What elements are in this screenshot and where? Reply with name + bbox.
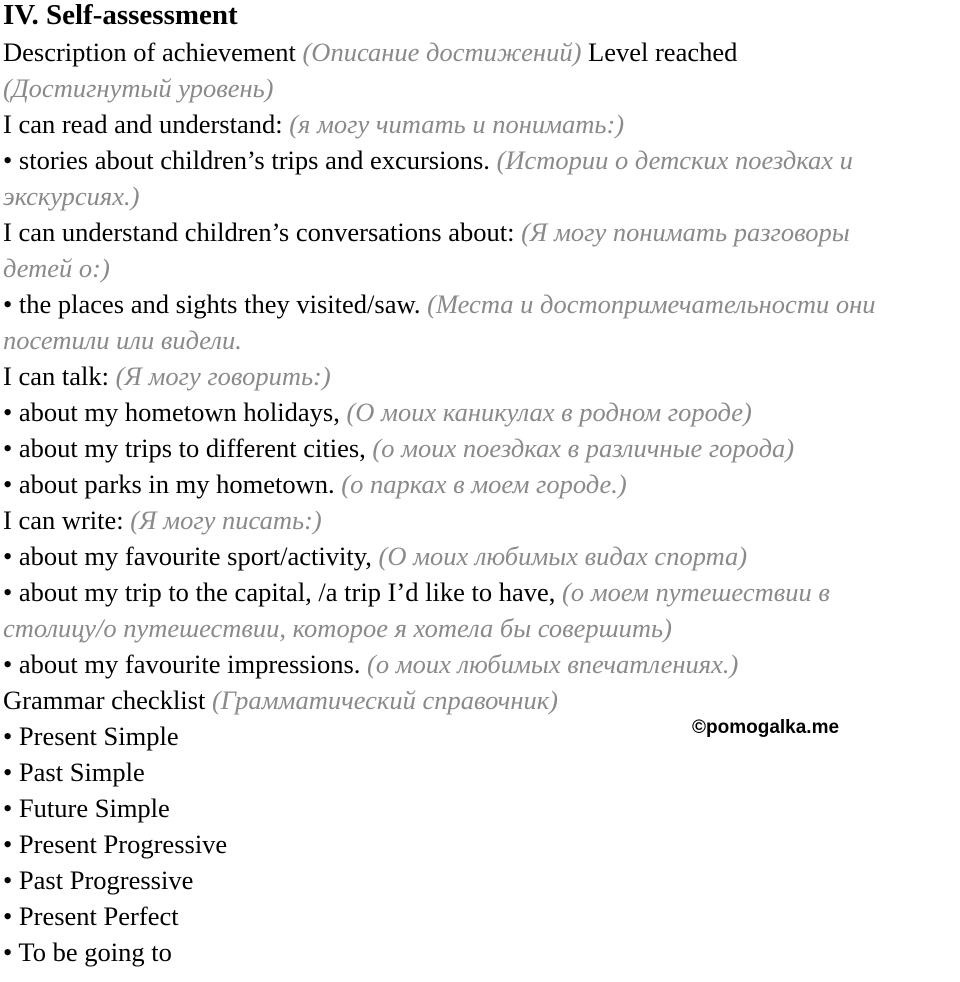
list-item-impressions [3, 646, 958, 682]
english-text: I can talk: [3, 361, 116, 391]
line-read-understand [3, 106, 958, 142]
line-continuation [3, 322, 958, 358]
section-title: IV. Self-assessment [3, 0, 238, 31]
russian-translation: посетили или видели. [3, 325, 242, 355]
grammar-item-present-perfect: • Present Perfect [3, 901, 179, 931]
russian-translation: (О моих каникулах в родном городе) [346, 397, 752, 427]
line-understand-conversations [3, 214, 958, 250]
english-text: I can read and understand: [3, 109, 290, 139]
line-grammar-checklist [3, 682, 958, 718]
english-text: I can understand children’s conversations about: [3, 217, 522, 247]
english-text: • the places and sights they visited/saw. [3, 289, 428, 319]
english-text: Level reached [581, 37, 738, 67]
document-page [3, 0, 958, 970]
russian-translation: (О моих любимых видах спорта) [378, 541, 748, 571]
line-level-translation [3, 70, 958, 106]
russian-translation: (Я могу писать:) [130, 505, 322, 535]
russian-translation: (Грамматический справочник) [211, 685, 558, 715]
english-text: • about my hometown holidays, [3, 397, 347, 427]
russian-translation: (о моих любимых впечатлениях.) [367, 649, 739, 679]
english-text: Grammar checklist [3, 685, 212, 715]
russian-translation: (о моем путешествии в [562, 577, 830, 607]
line-can-write [3, 502, 958, 538]
line-can-talk [3, 358, 958, 394]
watermark: ©pomogalka.me [692, 717, 840, 738]
line-continuation [3, 610, 958, 646]
russian-translation: (Я могу говорить:) [115, 361, 331, 391]
russian-translation: (Места и достопримечательности они [427, 289, 876, 319]
russian-translation: (Я могу понимать разговоры [521, 217, 850, 247]
grammar-item-to-be-going-to: • To be going to [3, 937, 172, 967]
russian-translation: (Истории о детских поездках и [496, 145, 853, 175]
list-item-places [3, 286, 958, 322]
line-description-header [3, 34, 958, 70]
english-text: • about my trips to different cities, [3, 433, 373, 463]
list-item-favourite-sport [3, 538, 958, 574]
russian-translation: экскурсиях.) [3, 181, 140, 211]
grammar-item-past-progressive: • Past Progressive [3, 865, 194, 895]
line-continuation [3, 250, 958, 286]
russian-translation: (Описание достижений) [302, 37, 582, 67]
grammar-item-present-progressive: • Present Progressive [3, 829, 228, 859]
russian-translation: (Достигнутый уровень) [3, 73, 274, 103]
russian-translation: (я могу читать и понимать:) [289, 109, 625, 139]
english-text: • about my favourite impressions. [3, 649, 368, 679]
list-item-trips-cities [3, 430, 958, 466]
list-item-hometown-holidays [3, 394, 958, 430]
english-text: I can write: [3, 505, 131, 535]
russian-translation: столицу/о путешествии, которое я хотела бы совершить) [3, 613, 672, 643]
english-text: Description of achievement [3, 37, 303, 67]
russian-translation: (о парках в моем городе.) [341, 469, 627, 499]
english-text: • stories about children’s trips and excursions. [3, 145, 497, 175]
list-item-parks [3, 466, 958, 502]
russian-translation: детей о:) [3, 253, 110, 283]
document-body [3, 34, 958, 970]
grammar-item-past-simple: • Past Simple [3, 757, 145, 787]
list-item-stories [3, 142, 958, 178]
english-text: • about my trip to the capital, /a trip I’d like to have, [3, 577, 562, 607]
english-text: • about parks in my hometown. [3, 469, 342, 499]
grammar-item-present-simple: • Present Simple [3, 721, 179, 751]
russian-translation: (о моих поездках в различные города) [372, 433, 795, 463]
grammar-item-future-simple: • Future Simple [3, 793, 170, 823]
line-continuation [3, 178, 958, 214]
english-text: • about my favourite sport/activity, [3, 541, 379, 571]
list-item-trip-capital [3, 574, 958, 610]
